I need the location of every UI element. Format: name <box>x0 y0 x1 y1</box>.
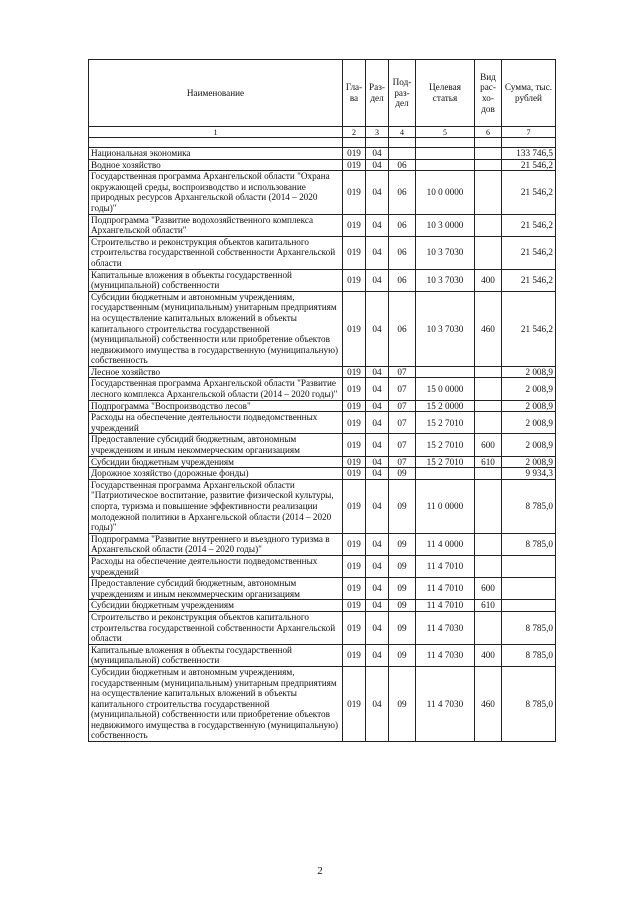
header-podrazdel: Под-раз-дел <box>389 60 416 127</box>
row-name: Национальная экономика <box>89 148 343 160</box>
row-vid: 400 <box>475 269 502 291</box>
row-summa <box>502 578 556 600</box>
row-podrazdel: 07 <box>389 400 416 412</box>
row-summa: 2 008,9 <box>502 434 556 456</box>
header-razdel: Раз-дел <box>366 60 389 127</box>
row-summa: 2 008,9 <box>502 378 556 400</box>
row-podrazdel: 07 <box>389 434 416 456</box>
row-name: Государственная программа Архангельской области "Патриотическое воспитание, развитие физической культуры, спорта, туризма и повышение эффективности реализации молодежной политики в Архангельской области (2014 – 2020 годы)" <box>89 479 343 533</box>
row-tselevaya: 11 4 7010 <box>416 600 475 612</box>
row-vid <box>475 214 502 236</box>
row-glava: 019 <box>343 468 366 480</box>
row-glava: 019 <box>343 366 366 378</box>
table-row <box>89 468 556 480</box>
row-podrazdel: 06 <box>389 291 416 366</box>
row-summa: 21 546,2 <box>502 214 556 236</box>
row-glava: 019 <box>343 400 366 412</box>
row-razdel: 04 <box>366 666 389 741</box>
row-glava: 019 <box>343 159 366 171</box>
row-vid <box>475 533 502 555</box>
page-number: 2 <box>317 865 323 877</box>
header-name: Наименование <box>89 60 343 127</box>
row-summa: 8 785,0 <box>502 533 556 555</box>
row-name: Расходы на обеспечение деятельности подведомственных учреждений <box>89 412 343 434</box>
row-razdel: 04 <box>366 479 389 533</box>
table-row <box>89 479 556 533</box>
row-vid: 610 <box>475 600 502 612</box>
row-podrazdel: 07 <box>389 412 416 434</box>
row-vid <box>475 555 502 577</box>
table-row <box>89 412 556 434</box>
row-glava: 019 <box>343 412 366 434</box>
row-vid <box>475 412 502 434</box>
table-row <box>89 378 556 400</box>
row-name: Капитальные вложения в объекты государственной (муниципальной) собственности <box>89 644 343 666</box>
table-row <box>89 400 556 412</box>
row-podrazdel: 09 <box>389 479 416 533</box>
row-summa: 2 008,9 <box>502 400 556 412</box>
row-glava: 019 <box>343 456 366 468</box>
row-razdel: 04 <box>366 400 389 412</box>
row-summa: 21 546,2 <box>502 171 556 214</box>
header-summa: Сумма, тыс. рублей <box>502 60 556 127</box>
row-vid: 600 <box>475 578 502 600</box>
row-tselevaya: 11 4 7030 <box>416 666 475 741</box>
column-number: 1 <box>89 127 343 138</box>
row-vid <box>475 159 502 171</box>
header-row <box>89 60 556 127</box>
row-summa: 21 546,2 <box>502 291 556 366</box>
row-vid <box>475 400 502 412</box>
row-razdel: 04 <box>366 611 389 644</box>
table-row <box>89 666 556 741</box>
row-podrazdel: 06 <box>389 236 416 269</box>
header-glava: Гла-ва <box>343 60 366 127</box>
row-vid <box>475 468 502 480</box>
row-vid: 460 <box>475 666 502 741</box>
row-summa: 21 546,2 <box>502 236 556 269</box>
row-tselevaya <box>416 148 475 160</box>
row-razdel: 04 <box>366 600 389 612</box>
row-glava: 019 <box>343 479 366 533</box>
row-tselevaya: 15 2 7010 <box>416 434 475 456</box>
row-razdel: 04 <box>366 269 389 291</box>
column-number: 3 <box>366 127 389 138</box>
row-name: Дорожное хозяйство (дорожные фонды) <box>89 468 343 480</box>
column-number: 2 <box>343 127 366 138</box>
row-summa: 2 008,9 <box>502 412 556 434</box>
row-summa: 8 785,0 <box>502 479 556 533</box>
table-row <box>89 148 556 160</box>
header-tselevaya: Целевая статья <box>416 60 475 127</box>
row-podrazdel: 06 <box>389 159 416 171</box>
row-name: Водное хозяйство <box>89 159 343 171</box>
column-number: 4 <box>389 127 416 138</box>
row-tselevaya: 10 3 7030 <box>416 269 475 291</box>
row-tselevaya: 11 4 7010 <box>416 555 475 577</box>
row-glava: 019 <box>343 236 366 269</box>
row-glava: 019 <box>343 533 366 555</box>
row-glava: 019 <box>343 644 366 666</box>
row-podrazdel: 06 <box>389 171 416 214</box>
row-tselevaya: 15 2 0000 <box>416 400 475 412</box>
row-razdel: 04 <box>366 578 389 600</box>
row-name: Расходы на обеспечение деятельности подведомственных учреждений <box>89 555 343 577</box>
row-razdel: 04 <box>366 171 389 214</box>
row-razdel: 04 <box>366 533 389 555</box>
row-tselevaya <box>416 159 475 171</box>
row-name: Строительство и реконструкция объектов капитального строительства государственной собственности Архангельской области <box>89 611 343 644</box>
row-tselevaya: 10 3 7030 <box>416 291 475 366</box>
row-glava: 019 <box>343 578 366 600</box>
row-vid: 460 <box>475 291 502 366</box>
table-row <box>89 171 556 214</box>
table-row <box>89 269 556 291</box>
row-glava: 019 <box>343 269 366 291</box>
row-glava: 019 <box>343 148 366 160</box>
row-summa: 8 785,0 <box>502 644 556 666</box>
row-podrazdel <box>389 148 416 160</box>
row-name: Предоставление субсидий бюджетным, автономным учреждениям и иным некоммерческим организациям <box>89 434 343 456</box>
column-number-row <box>89 127 556 138</box>
row-tselevaya: 15 2 7010 <box>416 456 475 468</box>
row-name: Капитальные вложения в объекты государственной (муниципальной) собственности <box>89 269 343 291</box>
row-razdel: 04 <box>366 214 389 236</box>
column-number: 7 <box>502 127 556 138</box>
table-row <box>89 600 556 612</box>
row-podrazdel: 06 <box>389 269 416 291</box>
row-tselevaya: 10 0 0000 <box>416 171 475 214</box>
table-row <box>89 578 556 600</box>
table-row <box>89 434 556 456</box>
row-glava: 019 <box>343 171 366 214</box>
column-number: 5 <box>416 127 475 138</box>
budget-table-body <box>89 148 556 742</box>
row-vid <box>475 611 502 644</box>
row-glava: 019 <box>343 291 366 366</box>
row-tselevaya: 11 4 0000 <box>416 533 475 555</box>
row-razdel: 04 <box>366 159 389 171</box>
row-tselevaya: 10 3 0000 <box>416 214 475 236</box>
row-name: Субсидии бюджетным и автономным учреждениям, государственным (муниципальным) унитарным предприятиям на осуществление капитальных вложений в объекты капитального строительства государственной (муниципальной) собственности или приобретение объектов недвижимого имущества в государственную (муниципальную) собственность <box>89 666 343 741</box>
table-row <box>89 366 556 378</box>
table-row <box>89 456 556 468</box>
table-row <box>89 159 556 171</box>
row-name: Государственная программа Архангельской области "Развитие лесного комплекса Архангельской области (2014 – 2020 годы)" <box>89 378 343 400</box>
row-glava: 019 <box>343 600 366 612</box>
header-vid: Вид рас-хо-дов <box>475 60 502 127</box>
row-podrazdel: 09 <box>389 578 416 600</box>
budget-table <box>88 59 556 742</box>
row-name: Подпрограмма "Развитие внутреннего и въездного туризма в Архангельской области (2014 – 2020 годы)" <box>89 533 343 555</box>
row-summa <box>502 555 556 577</box>
row-podrazdel: 07 <box>389 378 416 400</box>
row-razdel: 04 <box>366 644 389 666</box>
row-glava: 019 <box>343 611 366 644</box>
row-vid <box>475 148 502 160</box>
row-name: Государственная программа Архангельской области "Охрана окружающей среды, воспроизводство и использование природных ресурсов Архангельской области (2014 – 2020 годы)" <box>89 171 343 214</box>
row-tselevaya: 15 0 0000 <box>416 378 475 400</box>
row-podrazdel: 09 <box>389 611 416 644</box>
row-vid: 600 <box>475 434 502 456</box>
row-name: Предоставление субсидий бюджетным, автономным учреждениям и иным некоммерческим организациям <box>89 578 343 600</box>
row-podrazdel: 06 <box>389 214 416 236</box>
row-podrazdel: 09 <box>389 468 416 480</box>
row-name: Субсидии бюджетным и автономным учреждениям, государственным (муниципальным) унитарным предприятиям на осуществление капитальных вложений в объекты капитального строительства государственной (муниципальной) собственности или приобретение объектов недвижимого имущества в государственную (муниципальную) собственность <box>89 291 343 366</box>
row-tselevaya: 11 4 7030 <box>416 644 475 666</box>
table-row <box>89 236 556 269</box>
row-podrazdel: 09 <box>389 555 416 577</box>
row-razdel: 04 <box>366 456 389 468</box>
column-number: 6 <box>475 127 502 138</box>
table-row <box>89 644 556 666</box>
row-tselevaya: 11 4 7010 <box>416 578 475 600</box>
row-tselevaya: 15 2 7010 <box>416 412 475 434</box>
row-name: Субсидии бюджетным учреждениям <box>89 456 343 468</box>
row-podrazdel: 07 <box>389 366 416 378</box>
row-vid <box>475 378 502 400</box>
row-vid: 400 <box>475 644 502 666</box>
row-vid <box>475 171 502 214</box>
row-podrazdel: 09 <box>389 644 416 666</box>
row-summa: 2 008,9 <box>502 366 556 378</box>
row-razdel: 04 <box>366 555 389 577</box>
row-name: Подпрограмма "Воспроизводство лесов" <box>89 400 343 412</box>
row-summa <box>502 600 556 612</box>
row-razdel: 04 <box>366 148 389 160</box>
row-vid <box>475 366 502 378</box>
table-row <box>89 611 556 644</box>
table-row <box>89 214 556 236</box>
row-podrazdel: 09 <box>389 600 416 612</box>
row-tselevaya <box>416 468 475 480</box>
row-razdel: 04 <box>366 366 389 378</box>
table-row <box>89 533 556 555</box>
row-tselevaya <box>416 366 475 378</box>
row-razdel: 04 <box>366 434 389 456</box>
row-name: Субсидии бюджетным учреждениям <box>89 600 343 612</box>
row-summa: 2 008,9 <box>502 456 556 468</box>
row-tselevaya: 10 3 7030 <box>416 236 475 269</box>
row-glava: 019 <box>343 434 366 456</box>
row-glava: 019 <box>343 555 366 577</box>
row-razdel: 04 <box>366 468 389 480</box>
row-glava: 019 <box>343 378 366 400</box>
row-podrazdel: 09 <box>389 533 416 555</box>
row-tselevaya: 11 4 7030 <box>416 611 475 644</box>
row-podrazdel: 09 <box>389 666 416 741</box>
row-tselevaya: 11 0 0000 <box>416 479 475 533</box>
table-row <box>89 291 556 366</box>
row-name: Строительство и реконструкция объектов капитального строительства государственной собственности Архангельской области <box>89 236 343 269</box>
row-summa: 8 785,0 <box>502 611 556 644</box>
row-razdel: 04 <box>366 412 389 434</box>
row-summa: 8 785,0 <box>502 666 556 741</box>
row-glava: 019 <box>343 666 366 741</box>
blank-row <box>89 138 556 148</box>
row-name: Лесное хозяйство <box>89 366 343 378</box>
row-razdel: 04 <box>366 236 389 269</box>
row-summa: 133 746,5 <box>502 148 556 160</box>
row-summa: 21 546,2 <box>502 269 556 291</box>
row-vid <box>475 479 502 533</box>
row-podrazdel: 07 <box>389 456 416 468</box>
row-summa: 21 546,2 <box>502 159 556 171</box>
row-razdel: 04 <box>366 291 389 366</box>
row-name: Подпрограмма "Развитие водохозяйственного комплекса Архангельской области" <box>89 214 343 236</box>
table-row <box>89 555 556 577</box>
row-razdel: 04 <box>366 378 389 400</box>
row-vid: 610 <box>475 456 502 468</box>
row-glava: 019 <box>343 214 366 236</box>
row-vid <box>475 236 502 269</box>
row-summa: 9 934,3 <box>502 468 556 480</box>
